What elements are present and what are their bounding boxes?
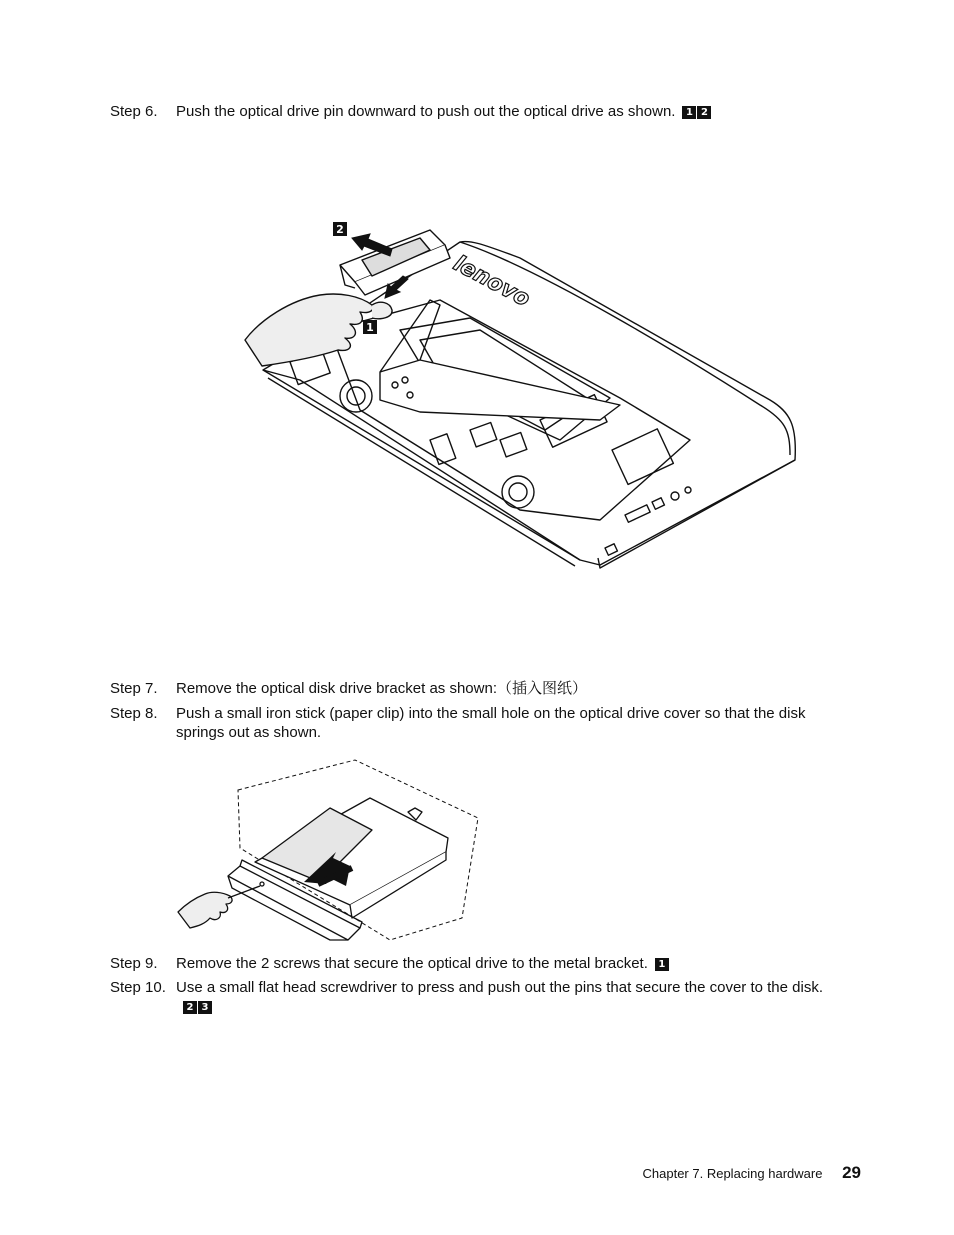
chapter-title: Chapter 7. Replacing hardware [642, 1166, 823, 1181]
step-text: Remove the optical disk drive bracket as shown:（插入图纸） [176, 680, 587, 697]
step-number: Step 9. [110, 955, 158, 972]
figure-disk-eject [170, 755, 490, 950]
callout-badge: 2 [183, 1001, 197, 1014]
callout-badge: 3 [198, 1001, 212, 1014]
callout-badge: 2 [697, 106, 711, 119]
step-number: Step 7. [110, 680, 158, 697]
figure-computer-rear [240, 215, 800, 575]
step-text: Remove the 2 screws that secure the optical drive to the metal bracket. 1 [176, 954, 856, 973]
page-footer [643, 1163, 861, 1183]
page-number: 29 [842, 1163, 861, 1182]
step-text: Push a small iron stick (paper clip) into the small hole on the optical drive cover so that the disk springs out as shown. [176, 705, 806, 741]
callout-badge: 1 [682, 106, 696, 119]
step-number: Step 10. [110, 979, 166, 996]
step-text: Push the optical drive pin downward to push out the optical drive as shown. 1 2 [176, 102, 856, 121]
callout-label: 2 [336, 223, 344, 236]
step-number: Step 8. [110, 705, 158, 722]
callout-badge: 1 [655, 958, 669, 971]
brand-logo: lenovo [449, 251, 534, 313]
step-text: Use a small flat head screwdriver to press and push out the pins that secure the cover to the disk.2 3 [176, 979, 823, 1013]
step-number: Step 6. [110, 103, 158, 120]
callout-label: 1 [366, 321, 374, 334]
